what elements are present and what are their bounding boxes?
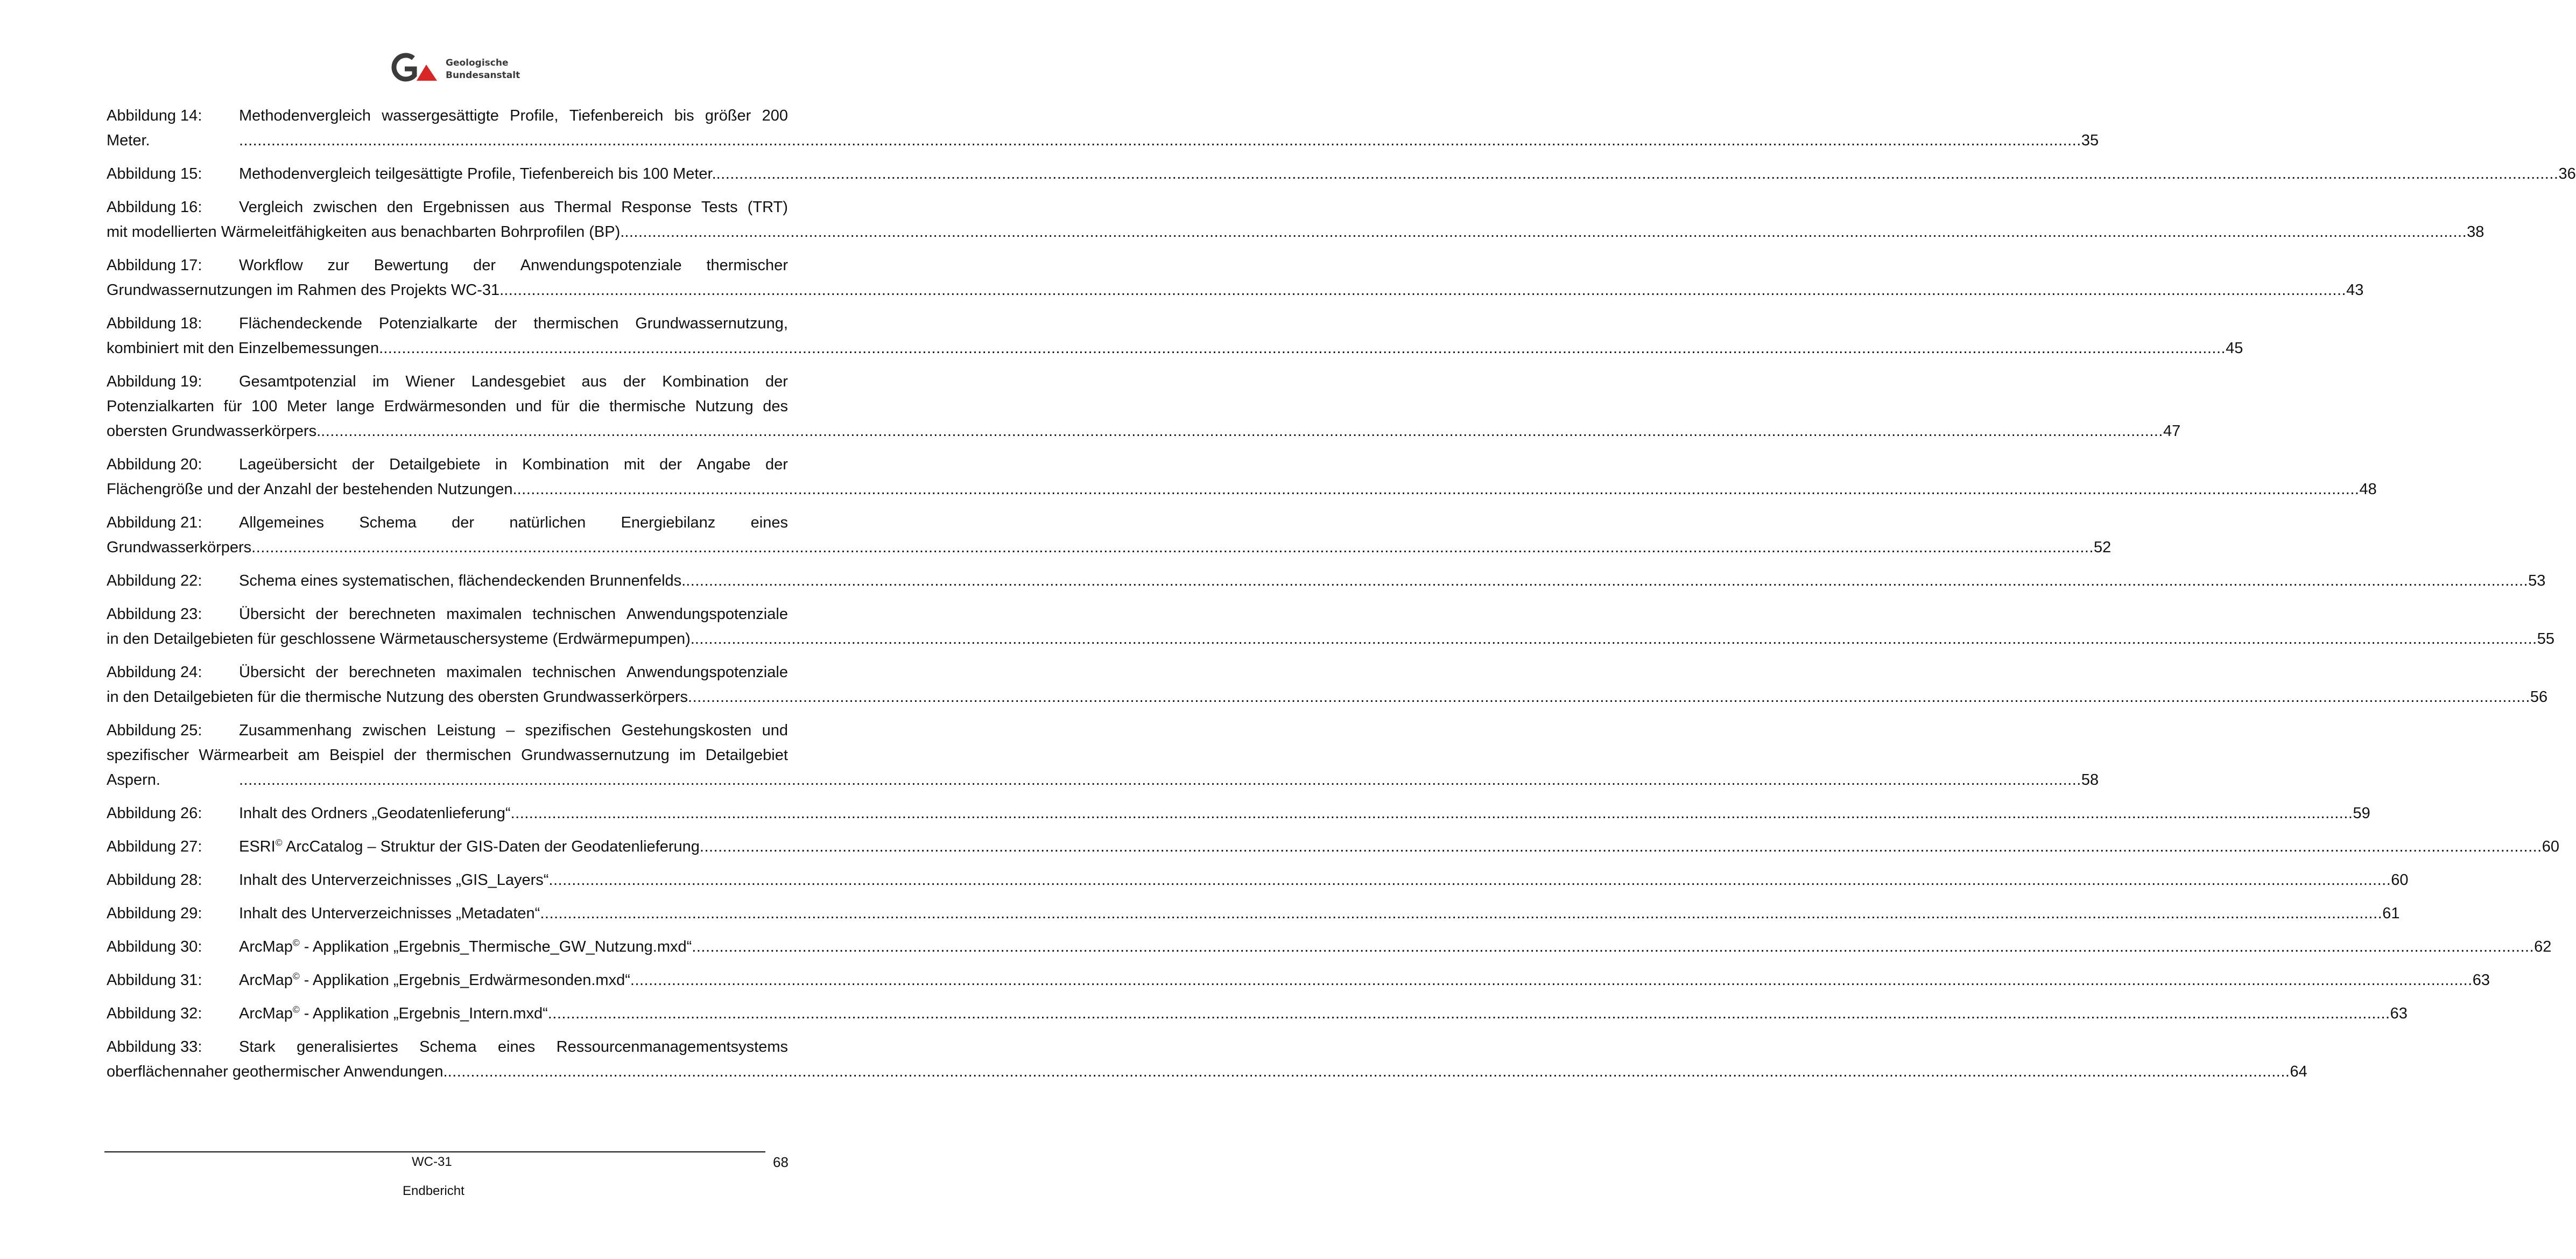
- figure-caption-line: Potenzialkarten für 100 Meter lange Erdwärmesonden und für die thermische Nutzung des: [107, 398, 788, 415]
- leader-dots: ................................................................................................................................................................................................................................................................................................................................................................................................................: [540, 905, 2383, 922]
- toc-entry: [107, 369, 2181, 444]
- figure-label: Abbildung 27:: [107, 838, 202, 855]
- figure-caption-line: Stark generalisiertes Schema eines Ressourcenmanagementsystems: [239, 1038, 788, 1056]
- figure-caption-line: kombiniert mit den Einzelbemessungen.: [107, 340, 384, 357]
- toc-entry: [107, 1035, 2307, 1084]
- toc-line: [107, 369, 788, 394]
- figure-label: Abbildung 29:: [107, 905, 202, 922]
- figure-label: Abbildung 21:: [107, 514, 202, 531]
- figure-caption-line: Methodenvergleich teilgesättigte Profile, Tiefenbereich bis 100 Meter.: [239, 165, 716, 182]
- figure-caption-line: Übersicht der berechneten maximalen technischen Anwendungspotenziale: [239, 664, 788, 681]
- figure-page-number: 61: [2382, 905, 2400, 922]
- page-number: 68: [773, 1154, 789, 1170]
- toc-entry: [107, 195, 2484, 244]
- toc-line: [107, 311, 788, 336]
- toc-line-last: [107, 336, 2243, 361]
- toc-line-last: [107, 477, 2377, 502]
- toc-line: [107, 510, 788, 535]
- list-of-figures: [107, 103, 2576, 1093]
- toc-entry: [107, 510, 2112, 560]
- toc-entry: [107, 161, 2576, 186]
- figure-label: Abbildung 25:: [107, 722, 202, 739]
- figure-caption-line: Gesamtpotenzial im Wiener Landesgebiet aus der Kombination der: [239, 373, 788, 390]
- leader-dots: ................................................................................................................................................................................................................................................................................................................................................................................................................: [383, 340, 2226, 357]
- figure-caption-line: Flächendeckende Potenzialkarte der thermischen Grundwassernutzung,: [239, 315, 788, 332]
- figure-caption-line: Inhalt des Unterverzeichnisses „Metadaten“: [239, 905, 540, 922]
- figure-caption-line: ArcMap© - Applikation „Ergebnis_Thermische_GW_Nutzung.mxd“: [239, 937, 692, 955]
- figure-caption-line: Lageübersicht der Detailgebiete in Kombination mit der Angabe der: [239, 456, 788, 473]
- figure-label: Abbildung 24:: [107, 664, 202, 681]
- leader-dots: ................................................................................................................................................................................................................................................................................................................................................................................................................: [321, 423, 2163, 440]
- figure-label: Abbildung 31:: [107, 972, 202, 989]
- toc-entry: [107, 801, 2370, 826]
- toc-line: [107, 253, 788, 278]
- toc-entry: [107, 834, 2560, 859]
- toc-line-last: [107, 834, 2560, 859]
- figure-page-number: 64: [2290, 1063, 2307, 1080]
- toc-line-last: [107, 801, 2370, 826]
- leader-dots: ................................................................................................................................................................................................................................................................................................................................................................................................................: [686, 572, 2529, 589]
- leader-dots: ................................................................................................................................................................................................................................................................................................................................................................................................................: [517, 481, 2360, 498]
- toc-entry: [107, 253, 2364, 303]
- logo-text: [446, 57, 520, 82]
- figure-caption-line: Vergleich zwischen den Ergebnissen aus Thermal Response Tests (TRT): [239, 199, 788, 216]
- figure-page-number: 36: [2558, 165, 2576, 182]
- toc-line: [107, 1035, 788, 1059]
- figure-label: Abbildung 19:: [107, 373, 202, 390]
- figure-caption-line: Schema eines systematischen, flächendeckenden Brunnenfelds.: [239, 572, 686, 589]
- toc-line-last: [107, 934, 2552, 959]
- figure-caption-line: Grundwasserkörpers: [107, 539, 252, 556]
- toc-line-last: [107, 968, 2490, 993]
- figure-label: Abbildung 30:: [107, 938, 202, 955]
- figure-caption-line: Zusammenhang zwischen Leistung – spezifischen Gestehungskosten und: [239, 722, 788, 739]
- figure-page-number: 63: [2472, 972, 2490, 989]
- toc-line-last: [107, 868, 2409, 892]
- figure-page-number: 60: [2542, 838, 2560, 855]
- figure-page-number: 45: [2226, 340, 2243, 357]
- toc-line-last: [107, 1059, 2307, 1084]
- leader-dots: ................................................................................................................................................................................................................................................................................................................................................................................................................: [239, 132, 2081, 149]
- leader-dots: ................................................................................................................................................................................................................................................................................................................................................................................................................: [548, 871, 2391, 889]
- toc-entry: [107, 868, 2409, 892]
- figure-label: Abbildung 33:: [107, 1038, 202, 1056]
- toc-entry: [107, 602, 2554, 651]
- toc-entry: [107, 901, 2400, 926]
- leader-dots: ................................................................................................................................................................................................................................................................................................................................................................................................................: [692, 938, 2535, 955]
- figure-label: Abbildung 23:: [107, 606, 202, 623]
- toc-line: [107, 660, 788, 685]
- logo-line-1: Geologische: [446, 58, 509, 68]
- footer-project-code: WC-31: [412, 1155, 452, 1169]
- figure-label: Abbildung 32:: [107, 1005, 202, 1022]
- figure-caption-line: mit modellierten Wärmeleitfähigkeiten aus benachbarten Bohrprofilen (BP).: [107, 223, 625, 241]
- figure-caption-line: oberflächennaher geothermischer Anwendungen.: [107, 1063, 448, 1080]
- leader-dots: ................................................................................................................................................................................................................................................................................................................................................................................................................: [699, 838, 2542, 855]
- figure-label: Abbildung 22:: [107, 572, 202, 589]
- toc-line-last: [107, 128, 2099, 153]
- toc-line: [107, 452, 788, 477]
- figure-caption-line: Methodenvergleich wassergesättigte Profile, Tiefenbereich bis größer 200: [239, 107, 788, 124]
- toc-line-last: [107, 220, 2484, 244]
- figure-caption-line: Grundwassernutzungen im Rahmen des Projekts WC-31.: [107, 282, 504, 299]
- figure-label: Abbildung 14:: [107, 107, 202, 124]
- figure-page-number: 59: [2353, 805, 2370, 822]
- leader-dots: ................................................................................................................................................................................................................................................................................................................................................................................................................: [688, 688, 2530, 706]
- toc-entry: [107, 452, 2377, 502]
- figure-page-number: 47: [2163, 423, 2181, 440]
- gba-logo-mark-icon: [386, 53, 440, 86]
- figure-caption-line: ArcMap© - Applikation „Ergebnis_Intern.mxd“: [239, 1004, 548, 1022]
- figure-label: Abbildung 17:: [107, 257, 202, 274]
- toc-line-last: [107, 901, 2400, 926]
- figure-page-number: 52: [2094, 539, 2112, 556]
- toc-line: [107, 195, 788, 220]
- figure-page-number: 58: [2081, 771, 2099, 789]
- leader-dots: ................................................................................................................................................................................................................................................................................................................................................................................................................: [694, 630, 2537, 648]
- leader-dots: ................................................................................................................................................................................................................................................................................................................................................................................................................: [239, 771, 2081, 789]
- figure-label: Abbildung 20:: [107, 456, 202, 473]
- figure-page-number: 60: [2391, 871, 2409, 889]
- figure-caption-line: in den Detailgebieten für die thermische Nutzung des obersten Grundwasserkörpers: [107, 688, 688, 706]
- toc-entry: [107, 934, 2552, 959]
- figure-caption-line: Inhalt des Ordners „Geodatenlieferung“: [239, 805, 511, 822]
- toc-line-last: [107, 161, 2576, 186]
- toc-entry: [107, 568, 2546, 593]
- figure-caption-line: Meter.: [107, 132, 150, 149]
- toc-line: [107, 394, 788, 419]
- toc-line-last: [107, 1001, 2408, 1026]
- figure-caption-line: in den Detailgebieten für geschlossene Wärmetauschersysteme (Erdwärmepumpen).: [107, 630, 695, 648]
- toc-line-last: [107, 568, 2546, 593]
- leader-dots: ................................................................................................................................................................................................................................................................................................................................................................................................................: [447, 1063, 2290, 1080]
- figure-caption-line: spezifischer Wärmearbeit am Beispiel der thermischen Grundwassernutzung im Detailgebiet: [107, 747, 788, 764]
- figure-page-number: 43: [2346, 282, 2364, 299]
- figure-caption-line: Workflow zur Bewertung der Anwendungspotenziale thermischer: [239, 257, 788, 274]
- toc-line: [107, 743, 788, 768]
- gba-logo: [386, 53, 521, 86]
- figure-caption-line: ESRI© ArcCatalog – Struktur der GIS-Daten der Geodatenlieferung: [239, 837, 700, 855]
- footer-divider: [104, 1151, 765, 1152]
- figure-page-number: 56: [2530, 688, 2548, 706]
- figure-label: Abbildung 18:: [107, 315, 202, 332]
- footer-report-type: Endbericht: [403, 1184, 464, 1198]
- figure-caption-line: Allgemeines Schema der natürlichen Energiebilanz eines: [239, 514, 788, 531]
- leader-dots: ................................................................................................................................................................................................................................................................................................................................................................................................................: [504, 282, 2347, 299]
- toc-line-last: [107, 419, 2181, 444]
- toc-line-last: [107, 278, 2364, 303]
- logo-line-2: Bundesanstalt: [446, 70, 520, 81]
- toc-line-last: [107, 627, 2554, 651]
- figure-caption-line: Flächengröße und der Anzahl der bestehenden Nutzungen.: [107, 481, 517, 498]
- figure-page-number: 48: [2359, 481, 2377, 498]
- figure-label: Abbildung 16:: [107, 199, 202, 216]
- leader-dots: ................................................................................................................................................................................................................................................................................................................................................................................................................: [630, 972, 2473, 989]
- figure-caption-line: Inhalt des Unterverzeichnisses „GIS_Layers“: [239, 871, 549, 889]
- figure-caption-line: Übersicht der berechneten maximalen technischen Anwendungspotenziale: [239, 606, 788, 623]
- figure-caption-line: Aspern.: [107, 771, 160, 789]
- leader-dots: ................................................................................................................................................................................................................................................................................................................................................................................................................: [251, 539, 2094, 556]
- toc-entry: [107, 103, 2099, 153]
- toc-entry: [107, 311, 2243, 361]
- toc-line-last: [107, 535, 2112, 560]
- toc-line: [107, 602, 788, 627]
- figure-caption-line: ArcMap© - Applikation „Ergebnis_Erdwärmesonden.mxd“: [239, 970, 630, 989]
- figure-label: Abbildung 15:: [107, 165, 202, 182]
- figure-label: Abbildung 28:: [107, 871, 202, 889]
- toc-entry: [107, 718, 2099, 792]
- toc-line-last: [107, 768, 2099, 792]
- toc-line-last: [107, 685, 2548, 709]
- leader-dots: ................................................................................................................................................................................................................................................................................................................................................................................................................: [547, 1005, 2390, 1022]
- toc-entry: [107, 968, 2490, 993]
- figure-page-number: 38: [2467, 223, 2484, 241]
- figure-page-number: 53: [2528, 572, 2546, 589]
- toc-entry: [107, 660, 2548, 709]
- figure-page-number: 62: [2534, 938, 2552, 955]
- leader-dots: ................................................................................................................................................................................................................................................................................................................................................................................................................: [624, 223, 2467, 241]
- figure-page-number: 55: [2537, 630, 2554, 648]
- figure-label: Abbildung 26:: [107, 805, 202, 822]
- figure-page-number: 35: [2081, 132, 2099, 149]
- toc-line: [107, 718, 788, 743]
- figure-page-number: 63: [2390, 1005, 2408, 1022]
- figure-caption-line: obersten Grundwasserkörpers.: [107, 423, 321, 440]
- leader-dots: ................................................................................................................................................................................................................................................................................................................................................................................................................: [716, 165, 2559, 182]
- leader-dots: ................................................................................................................................................................................................................................................................................................................................................................................................................: [510, 805, 2353, 822]
- toc-entry: [107, 1001, 2408, 1026]
- toc-line: [107, 103, 788, 128]
